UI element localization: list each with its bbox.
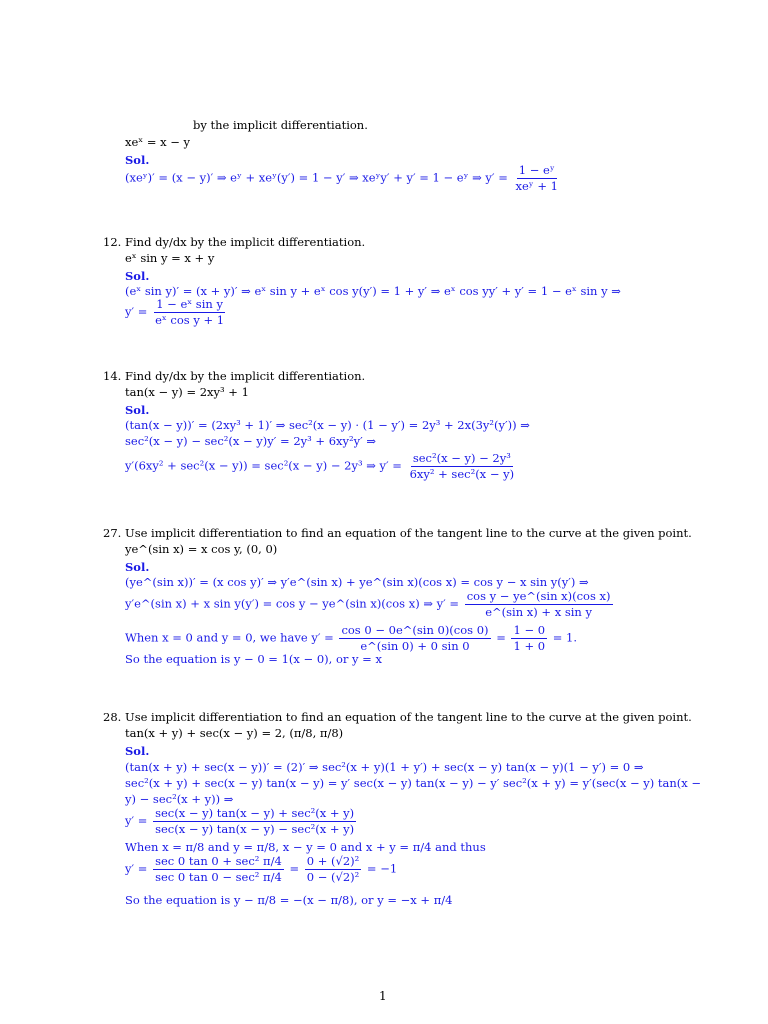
solution-line: y′ = $\frac{\text{sec(x − y) tan(x − y) + sec²(x + y)}}{\text{sec(x − y) tan(x − y) − sec²(x + y)}}$ [125, 806, 355, 836]
sol-label: Sol. [125, 403, 150, 417]
problem-prompt: Use implicit differentiation to find an equation of the tangent line to the curve at the given point. [125, 710, 692, 724]
solution-line: sec²(x + y) + sec(x − y) tan(x − y) = y′ sec(x − y) tan(x − y) − y′ sec²(x + y) = y′(sec(x − y) tan(x − [125, 776, 702, 790]
problem-equation: ye^(sin x) = x cos y, (0, 0) [125, 542, 278, 556]
problem-number: 12. [103, 235, 122, 249]
solution-line: y) − sec²(x + y)) ⇒ [125, 792, 234, 806]
page-number: 1 [379, 989, 387, 1003]
sol-label: Sol. [125, 560, 150, 574]
problem-number: 28. [103, 710, 122, 724]
solution-line: y′e^(sin x) + x sin y(y′) = cos y − ye^(sin x)(cos x) ⇒ y′ = $\frac{\text{cos y − ye\textasciicircum{}(sin x)(cos x)}}{\text{e\textasciicircum{}(sin x) + x sin y}}$ [125, 589, 611, 619]
solution-line: When x = 0 and y = 0, we have y′ = $\frac{\cos 0 - 0e\^{}(\sin 0)(\cos 0)}{e\^{}(\sin 0) + 0 \sin 0}$ = $\frac{1 - 0}{1 + 0}$ = 1. [125, 623, 577, 653]
problem-number: 27. [103, 526, 122, 540]
solution-line: sec²(x − y) − sec²(x − y)y′ = 2y³ + 6xy²y′ ⇒ [125, 434, 377, 448]
problem-prompt: by the implicit differentiation. [193, 118, 368, 132]
problem-equation: tan(x − y) = 2xy³ + 1 [125, 385, 249, 399]
sol-label: Sol. [125, 269, 150, 283]
problem-equation: eˣ sin y = x + y [125, 251, 215, 265]
problem-number: 14. [103, 369, 122, 383]
problem-equation: xeˣ = x − y [125, 135, 191, 149]
solution-line: y′(6xy² + sec²(x − y)) = sec²(x − y) − 2y³ ⇒ y′ = $\frac{\text{sec²(x − y) − 2y³}}{\text{6xy² + sec²(x − y)}}$ [125, 451, 515, 481]
problem-equation: tan(x + y) + sec(x − y) = 2, (π/8, π/8) [125, 726, 344, 740]
solution-line: So the equation is y − π/8 = −(x − π/8), or y = −x + π/4 [125, 893, 453, 907]
sol-label: Sol. [125, 744, 150, 758]
solution-line: So the equation is y − 0 = 1(x − 0), or y = x [125, 652, 382, 666]
solution-line: (tan(x + y) + sec(x − y))′ = (2)′ ⇒ sec²(x + y)(1 + y′) + sec(x − y) tan(x − y)(1 − y′) = 0 ⇒ [125, 760, 644, 774]
problem-prompt: Use implicit differentiation to find an equation of the tangent line to the curve at the given point. [125, 526, 692, 540]
solution-line: (ye^(sin x))′ = (x cos y)′ ⇒ y′e^(sin x) + ye^(sin x)(cos x) = cos y − x sin y(y′) ⇒ [125, 575, 589, 589]
solution-line: (tan(x − y))′ = (2xy³ + 1)′ ⇒ sec²(x − y) · (1 − y′) = 2y³ + 2x(3y²(y′)) ⇒ [125, 418, 530, 432]
solution-line: y′ = $\frac{\text{1 − eˣ sin y}}{\text{eˣ cos y + 1}}$ [125, 297, 225, 327]
problem-prompt: Find dy/dx by the implicit differentiation. [125, 369, 366, 383]
solution-line: (xeʸ)′ = (x − y)′ ⇒ eʸ + xeʸ(y′) = 1 − y′ ⇒ xeʸy′ + y′ = 1 − eʸ ⇒ y′ = $\frac{\text{1 − eʸ}}{\text{xeʸ + 1}}$ [125, 163, 558, 193]
solution-line: When x = π/8 and y = π/8, x − y = 0 and x + y = π/4 and thus [125, 840, 486, 854]
problem-prompt: Find dy/dx by the implicit differentiation. [125, 235, 366, 249]
solution-line: y′ = $\frac{\text{sec 0 tan 0 + sec² π/4}}{\text{sec 0 tan 0 − sec² π/4}}$ = $\frac{\text{0 + (√2)²}}{\text{0 − (√2)²}}$ = −1 [125, 854, 398, 884]
solution-line: (eˣ sin y)′ = (x + y)′ ⇒ eˣ sin y + eˣ cos y(y′) = 1 + y′ ⇒ eˣ cos yy′ + y′ = 1 − eˣ sin y ⇒ [125, 284, 621, 298]
sol-label: Sol. [125, 153, 150, 167]
